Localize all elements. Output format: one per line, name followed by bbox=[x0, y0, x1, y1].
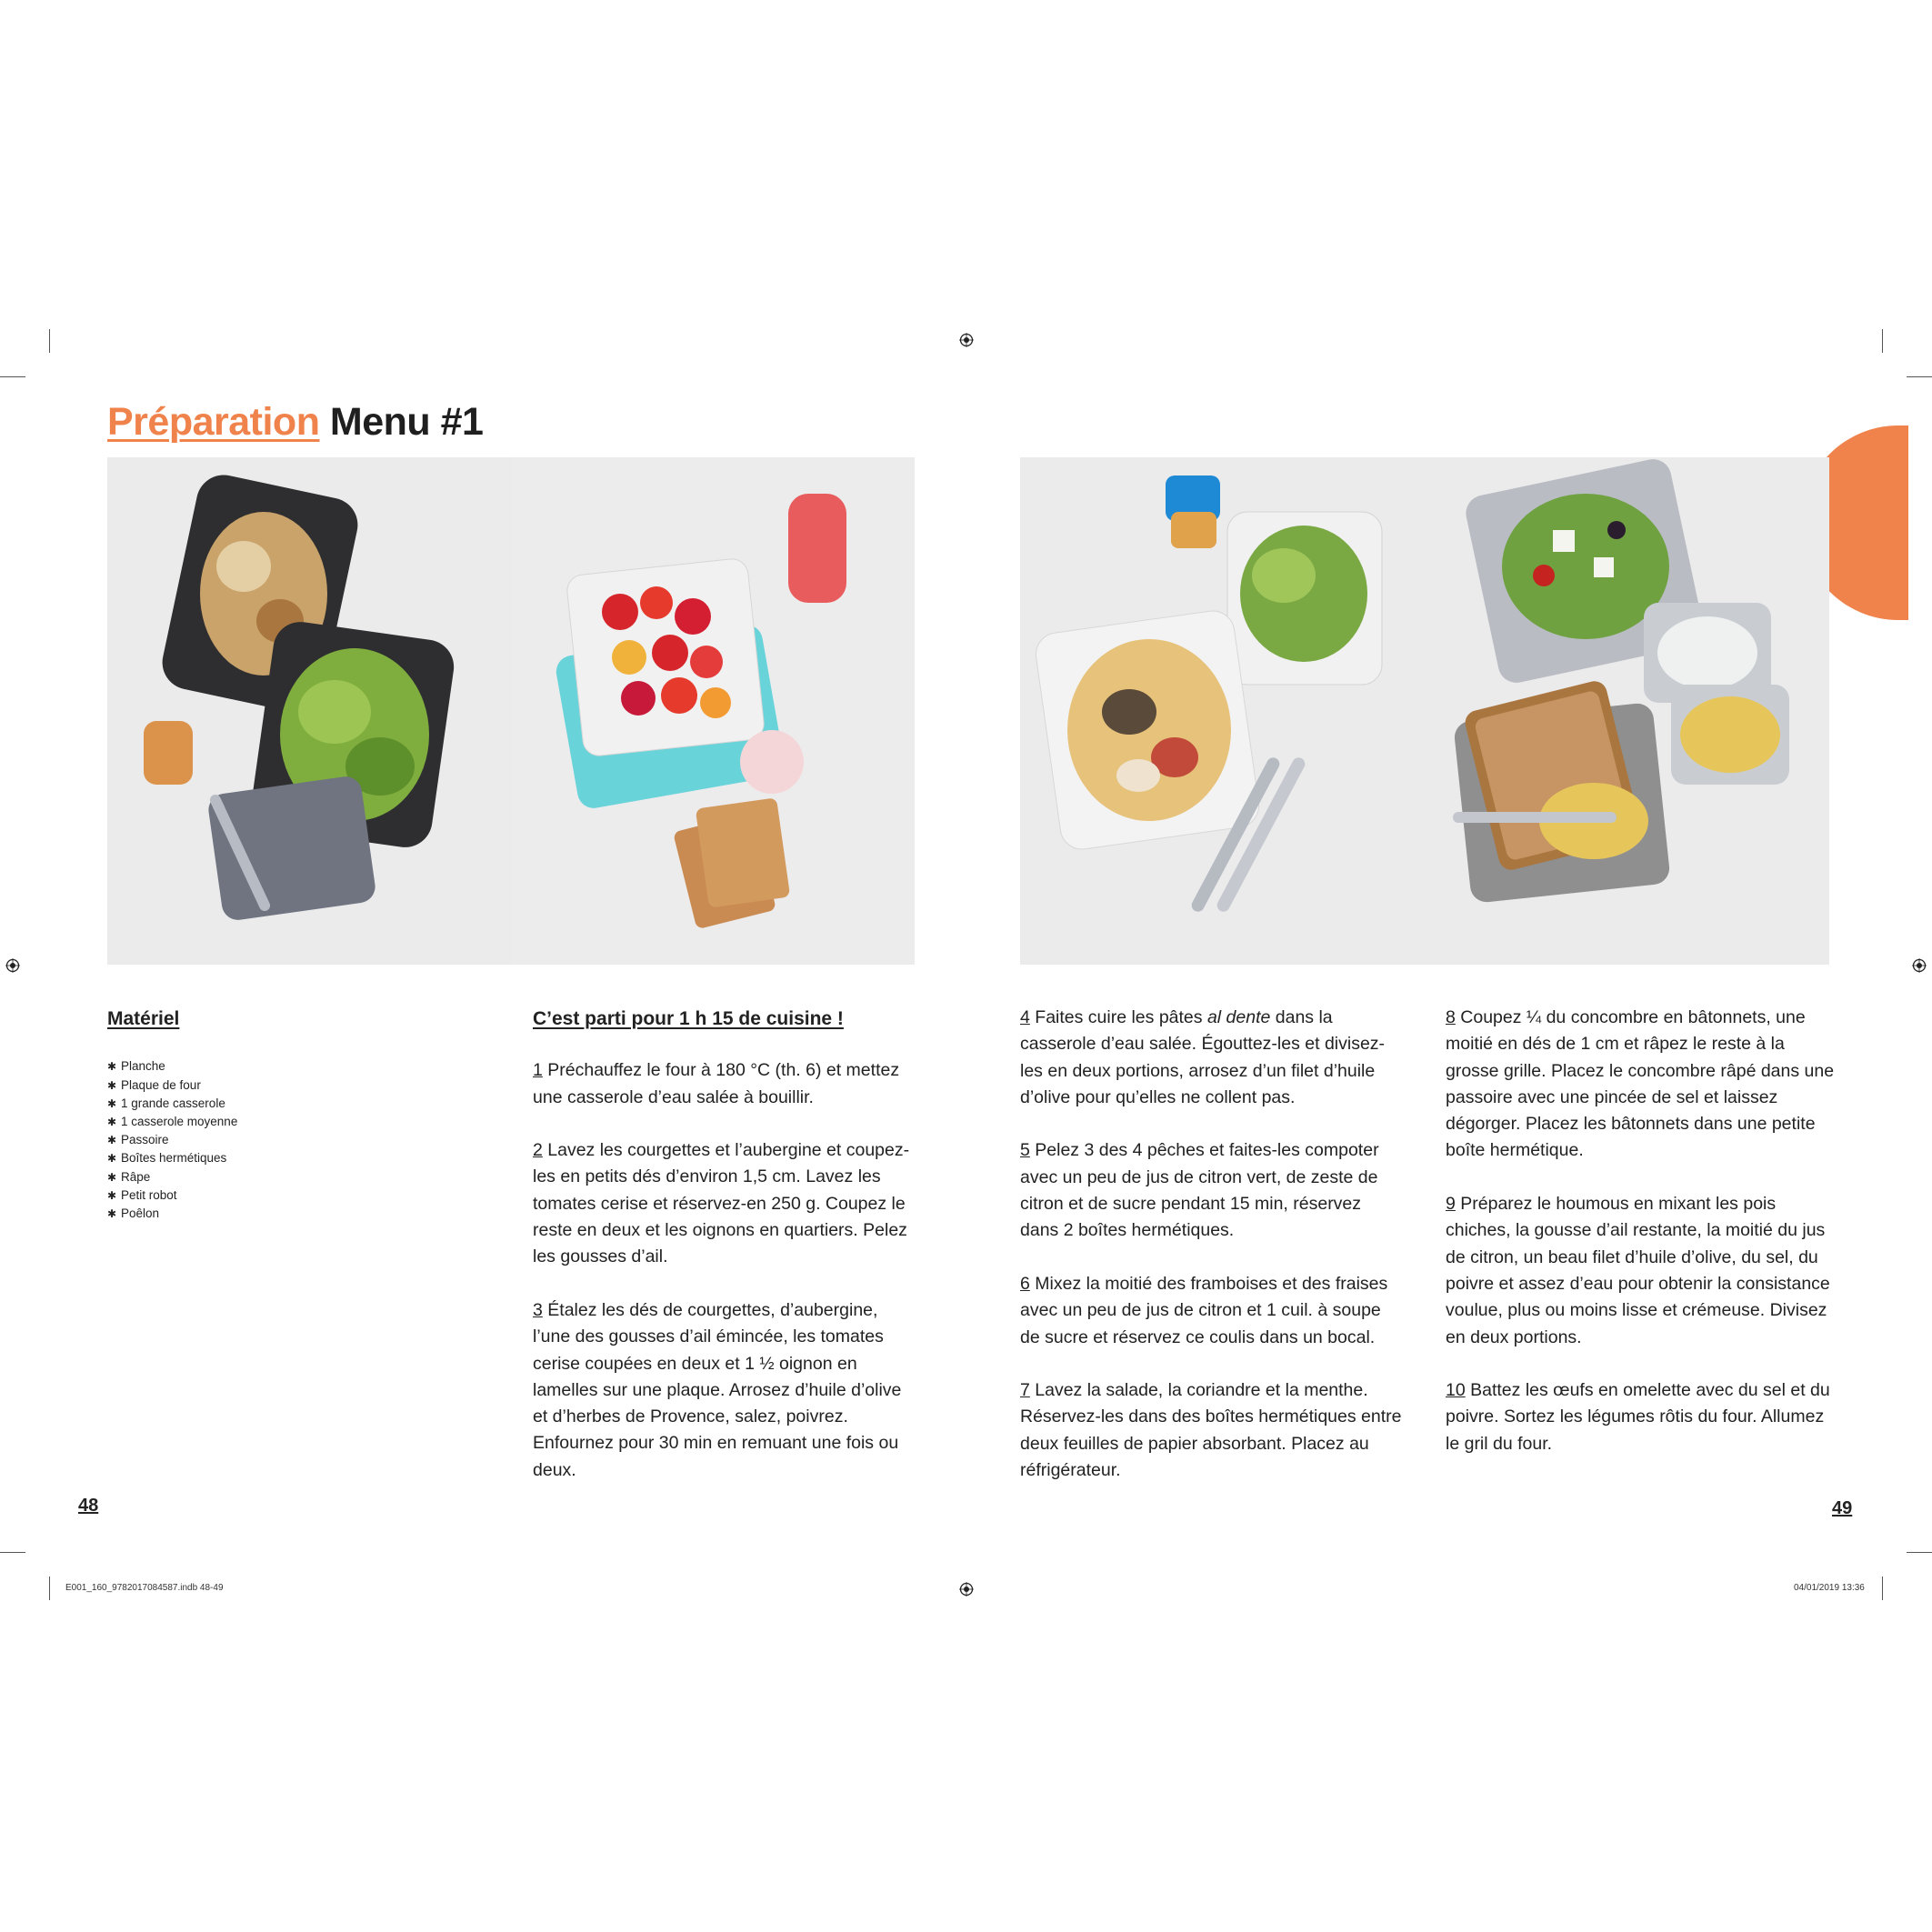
materiel-column bbox=[107, 1006, 471, 1223]
step-9: 9 Préparez le houmous en mixant les pois chiches, la gousse d’ail restante, la moitié du jus de citron, un beau filet d’huile d’olive, du sel, du poivre et assez d’eau pour obtenir la consistance voulue, plus ou moins lisse et crémeuse. Divisez en deux portions. bbox=[1446, 1194, 1830, 1347]
list-item: ✱ Râpe bbox=[107, 1168, 471, 1186]
step-7: 7 Lavez la salade, la coriandre et la menthe. Réservez-les dans des boîtes hermétiques entre deux feuilles de papier absorbant. Placez au réfrigérateur. bbox=[1020, 1380, 1402, 1481]
registration-mark-icon bbox=[5, 958, 20, 973]
step-5: 5 Pelez 3 des 4 pêches et faites-les compoter avec un peu de jus de citron vert, de zeste de citron et de sucre pendant 15 min, réservez dans 2 boîtes hermétiques. bbox=[1020, 1140, 1379, 1241]
crop-mark bbox=[1882, 1577, 1883, 1600]
step-3: 3 Étalez les dés de courgettes, d’aubergine, l’une des gousses d’ail émincée, les tomates cerise coupées en deux et 1 ½ oignon en lamelles sur une plaque. Arrosez d’huile d’olive et d’herbes de Provence, salez, poivrez. Enfournez pour 30 min en remuant une fois ou deux. bbox=[533, 1299, 902, 1480]
steps-column-1 bbox=[533, 1006, 915, 1510]
crop-mark bbox=[1907, 376, 1932, 377]
materiel-heading: Matériel bbox=[107, 1008, 180, 1029]
lunchbox-gratin-salad-photo bbox=[107, 457, 511, 965]
bullet-icon: ✱ bbox=[107, 1078, 117, 1092]
list-item: ✱ Plaque de four bbox=[107, 1076, 471, 1095]
steps-heading: C’est parti pour 1 h 15 de cuisine ! bbox=[533, 1008, 844, 1029]
title-accent: Préparation bbox=[107, 400, 320, 444]
step-4: 4 Faites cuire les pâtes al dente dans la casserole d’eau salée. Égouttez-les et divisez-les en deux portions, arrosez d’un filet d’huile d’olive pour qu’elles ne collent pas. bbox=[1020, 1007, 1386, 1107]
crop-mark bbox=[49, 329, 50, 353]
steps-column-2 bbox=[1020, 1005, 1402, 1511]
step-10: 10 Battez les œufs en omelette avec du sel et du poivre. Sortez les légumes rôtis du four. Allumez le gril du four. bbox=[1446, 1380, 1830, 1454]
list-item: ✱ Boîtes hermétiques bbox=[107, 1149, 471, 1167]
list-item: ✱ Passoire bbox=[107, 1131, 471, 1149]
crop-mark bbox=[1882, 329, 1883, 353]
footer-slug-left: E001_160_9782017084587.indb 48-49 bbox=[65, 1583, 224, 1593]
footer-slug-right: 04/01/2019 13:36 bbox=[1794, 1583, 1865, 1593]
list-item: ✱ Planche bbox=[107, 1057, 471, 1076]
pasta-salad-photo bbox=[1020, 457, 1426, 965]
steps-column-3 bbox=[1446, 1005, 1837, 1484]
bullet-icon: ✱ bbox=[107, 1096, 117, 1110]
list-item: ✱ 1 grande casserole bbox=[107, 1095, 471, 1113]
bullet-icon: ✱ bbox=[107, 1170, 117, 1184]
registration-mark-icon bbox=[959, 333, 974, 347]
page-number-left: 48 bbox=[78, 1496, 99, 1516]
materiel-list bbox=[107, 1057, 471, 1223]
page-number-right: 49 bbox=[1832, 1498, 1853, 1518]
step-8: 8 Coupez ¼ du concombre en bâtonnets, une moitié en dés de 1 cm et râpez le reste à la grosse grille. Placez le concombre râpé dans une passoire avec une pincée de sel et laissez dégorger. Placez les bâtonnets dans une petite boîte hermétique. bbox=[1446, 1007, 1835, 1161]
list-item: ✱ Poêlon bbox=[107, 1205, 471, 1223]
greek-salad-hummus-photo bbox=[1426, 457, 1829, 965]
crop-mark bbox=[0, 376, 25, 377]
crop-mark bbox=[0, 1552, 25, 1553]
title-rest: Menu #1 bbox=[329, 400, 484, 444]
fruit-salad-juice-photo bbox=[511, 457, 915, 965]
bullet-icon: ✱ bbox=[107, 1060, 117, 1074]
step-1: 1 Préchauffez le four à 180 °C (th. 6) et mettez une casserole d’eau salée à bouillir. bbox=[533, 1060, 900, 1107]
bullet-icon: ✱ bbox=[107, 1188, 117, 1202]
page-title bbox=[107, 400, 483, 445]
crop-mark bbox=[1907, 1552, 1932, 1553]
registration-mark-icon bbox=[1912, 958, 1927, 973]
crop-mark bbox=[49, 1577, 50, 1600]
list-item: ✱ 1 casserole moyenne bbox=[107, 1113, 471, 1131]
list-item: ✱ Petit robot bbox=[107, 1186, 471, 1205]
bullet-icon: ✱ bbox=[107, 1134, 117, 1147]
step-6: 6 Mixez la moitié des framboises et des fraises avec un peu de jus de citron et 1 cuil. à soupe de sucre et réservez ce coulis dans un bocal. bbox=[1020, 1273, 1388, 1347]
bullet-icon: ✱ bbox=[107, 1115, 117, 1128]
bullet-icon: ✱ bbox=[107, 1206, 117, 1220]
registration-mark-icon bbox=[959, 1582, 974, 1597]
bullet-icon: ✱ bbox=[107, 1152, 117, 1166]
step-2: 2 Lavez les courgettes et l’aubergine et coupez-les en petits dés d’environ 1,5 cm. Lavez les tomates cerise et réservez-en 250 g. Coupez le reste en deux et les oignons en quartiers. Pelez les gousses d’ail. bbox=[533, 1140, 910, 1267]
